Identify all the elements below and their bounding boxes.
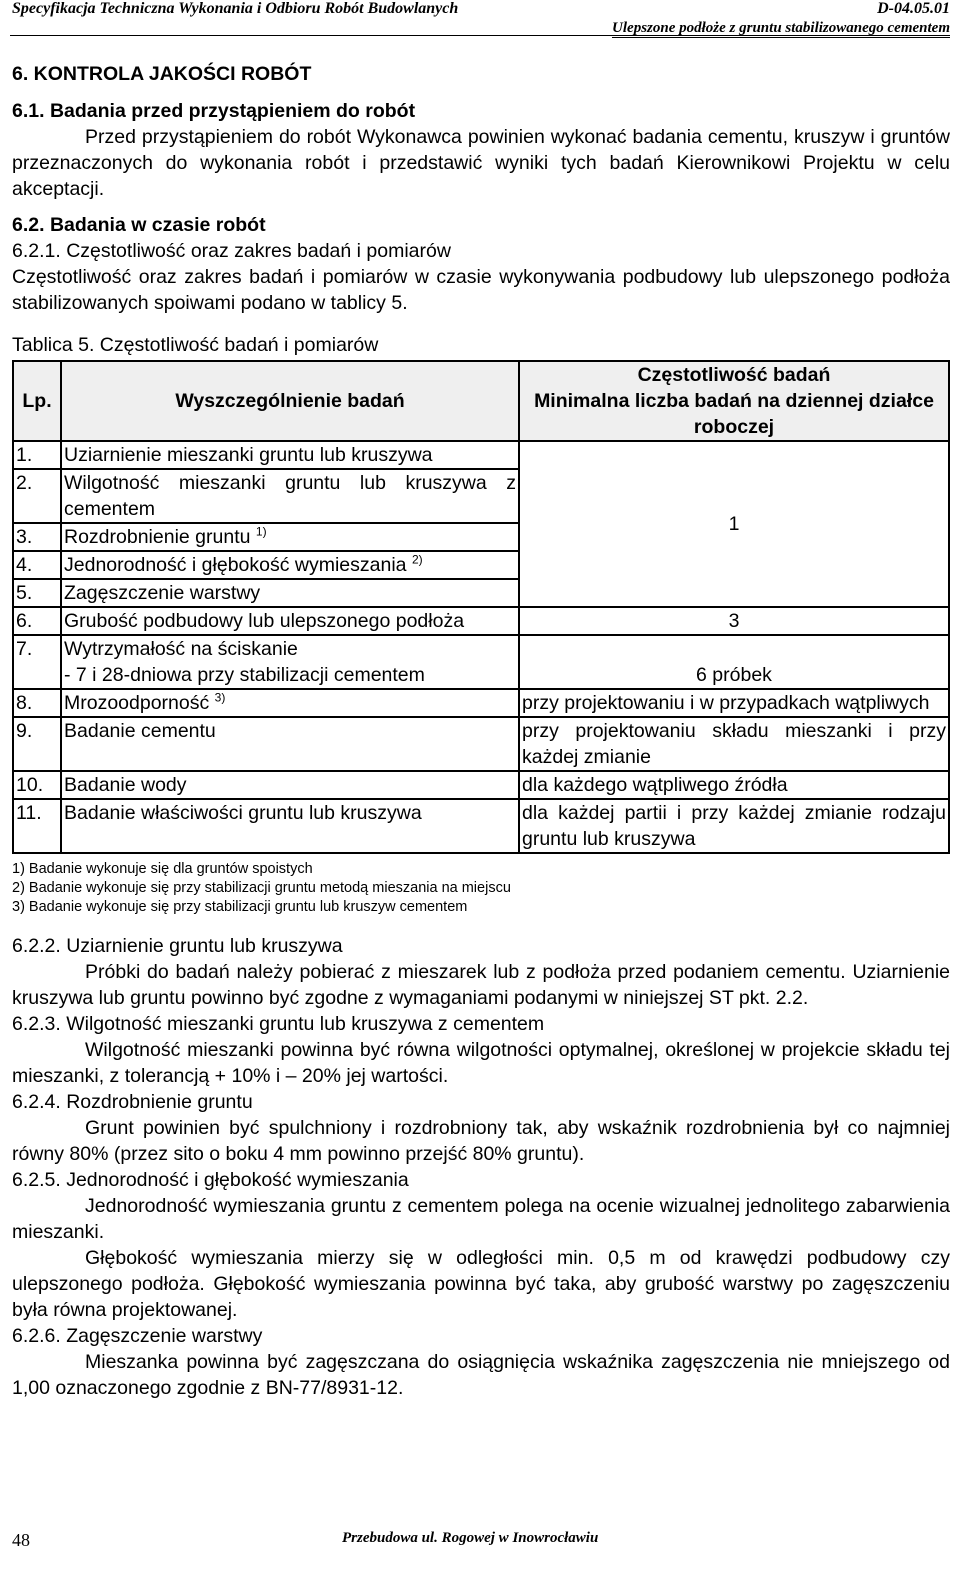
header-frequency-subtitle: Minimalna liczba badań na dziennej działce roboczej	[534, 390, 934, 438]
table-row	[13, 799, 949, 853]
row-frequency: przy projektowaniu składu mieszanki i przy każdej zmianie	[519, 717, 949, 771]
subsection-6-2-3-title: 6.2.3. Wilgotność mieszanki gruntu lub kruszywa z cementem	[12, 1013, 545, 1035]
footnote-2: 2) Badanie wykonuje się przy stabilizacji gruntu metodą mieszania na miejscu	[12, 880, 511, 896]
table-row	[13, 607, 949, 635]
row-lp: 10.	[13, 771, 61, 799]
page-number: 48	[12, 1530, 30, 1550]
row-description-text: Mrozoodporność	[64, 692, 210, 714]
page-content	[12, 60, 950, 1401]
subsection-6-2-4-text: Grunt powinien być spulchniony i rozdrobniony tak, aby wskaźnik rozdrobnienia był co najmniej równy 80% (przez sito o boku 4 mm powinno przejść 80% gruntu).	[12, 1117, 950, 1165]
header-subtitle: Ulepszone podłoże z gruntu stabilizowanego cementem	[612, 20, 950, 36]
frequency-table	[12, 360, 950, 854]
footnote-ref: 3)	[214, 690, 226, 705]
row-description-line-2: - 7 i 28-dniowa przy stabilizacji cementem	[64, 664, 425, 686]
section-title: 6. KONTROLA JAKOŚCI ROBÓT	[12, 63, 312, 85]
subsection-6-1-title: 6.1. Badania przed przystąpieniem do robót	[12, 100, 416, 122]
row-lp: 11.	[13, 799, 61, 853]
row-lp: 7.	[13, 635, 61, 689]
subsection-6-2-1-text: Częstotliwość oraz zakres badań i pomiarów w czasie wykonywania podbudowy lub ulepszonego podłoża stabilizowanych spoiwami podano w tablicy 5.	[12, 266, 950, 314]
table-caption: Tablica 5. Częstotliwość badań i pomiarów	[12, 334, 379, 356]
table-header-row	[13, 361, 949, 441]
row-frequency: 6 próbek	[519, 635, 949, 689]
row-lp: 9.	[13, 717, 61, 771]
footer-project-name: Przebudowa ul. Rogowej w Inowrocławiu	[342, 1530, 599, 1546]
header-divider	[10, 35, 950, 36]
header-frequency-title: Częstotliwość badań	[637, 364, 831, 386]
header-lp: Lp.	[13, 361, 61, 441]
row-description: Badanie właściwości gruntu lub kruszywa	[61, 799, 519, 853]
row-description	[61, 689, 519, 717]
footnote-ref: 1)	[255, 524, 267, 539]
subsection-6-2-2-title: 6.2.2. Uziarnienie gruntu lub kruszywa	[12, 935, 343, 957]
subsection-6-2-1-title: 6.2.1. Częstotliwość oraz zakres badań i pomiarów	[12, 240, 451, 262]
table-row	[13, 771, 949, 799]
row-description: Grubość podbudowy lub ulepszonego podłoża	[61, 607, 519, 635]
header-document-title: Specyfikacja Techniczna Wykonania i Odbioru Robót Budowlanych	[12, 0, 459, 17]
footnote-1: 1) Badanie wykonuje się dla gruntów spoistych	[12, 861, 313, 877]
footnote-ref: 2)	[411, 552, 423, 567]
row-description-line-1: Wytrzymałość na ściskanie	[64, 638, 298, 660]
row-frequency-group-1: 1	[519, 441, 949, 607]
table-row	[13, 717, 949, 771]
header-description: Wyszczególnienie badań	[61, 361, 519, 441]
row-description: Badanie wody	[61, 771, 519, 799]
row-lp: 3.	[13, 523, 61, 551]
subsection-6-2-5-title: 6.2.5. Jednorodność i głębokość wymieszania	[12, 1169, 409, 1191]
row-description-text: Rozdrobnienie gruntu	[64, 526, 251, 548]
row-description	[61, 635, 519, 689]
row-lp: 4.	[13, 551, 61, 579]
table-row	[13, 441, 949, 469]
row-frequency: dla każdej partii i przy każdej zmianie rodzaju gruntu lub kruszywa	[519, 799, 949, 853]
subsection-6-2-6-title: 6.2.6. Zagęszczenie warstwy	[12, 1325, 263, 1347]
header-frequency	[519, 361, 949, 441]
footnote-3: 3) Badanie wykonuje się przy stabilizacji gruntu lub kruszyw cementem	[12, 899, 468, 915]
subsection-6-1-text: Przed przystąpieniem do robót Wykonawca powinien wykonać badania cementu, kruszyw i gruntów przeznaczonych do wykonania robót i przedstawić wyniki tych badań Kierownikowi Projektu w celu akceptacji.	[12, 126, 950, 200]
subsection-6-2-6-text: Mieszanka powinna być zagęszczana do osiągnięcia wskaźnika zagęszczenia nie mniejszego od 1,00 oznaczonego zgodnie z BN-77/8931-12.	[12, 1351, 950, 1399]
subsection-6-2-3-text: Wilgotność mieszanki powinna być równa wilgotności optymalnej, określonej w projekcie składu tej mieszanki, z tolerancją + 10% i – 20% jej wartości.	[12, 1039, 950, 1087]
row-frequency: przy projektowaniu i w przypadkach wątpliwych	[519, 689, 949, 717]
row-description: Wilgotność mieszanki gruntu lub kruszywa z cementem	[61, 469, 519, 523]
table-footnotes	[12, 860, 950, 917]
row-lp: 8.	[13, 689, 61, 717]
row-description	[61, 523, 519, 551]
row-lp: 1.	[13, 441, 61, 469]
subsection-6-2-4-title: 6.2.4. Rozdrobnienie gruntu	[12, 1091, 253, 1113]
row-frequency: dla każdego wątpliwego źródła	[519, 771, 949, 799]
row-lp: 5.	[13, 579, 61, 607]
subsection-6-2-title: 6.2. Badania w czasie robót	[12, 214, 266, 236]
row-lp: 6.	[13, 607, 61, 635]
row-lp: 2.	[13, 469, 61, 523]
subsection-6-2-5-text-1: Jednorodność wymieszania gruntu z cementem polega na ocenie wizualnej jednolitego zabarwienia mieszanki.	[12, 1195, 950, 1243]
row-frequency-group-2: 3	[519, 607, 949, 635]
row-description-text: Jednorodność i głębokość wymieszania	[64, 554, 407, 576]
subsection-6-2-5-text-2: Głębokość wymieszania mierzy się w odległości min. 0,5 m od krawędzi podbudowy czy ulepszonego podłoża. Głębokość wymieszania powinna być taka, aby grubość warstwy po zagęszczeniu była równa projektowanej.	[12, 1247, 950, 1321]
row-description	[61, 551, 519, 579]
row-description: Badanie cementu	[61, 717, 519, 771]
table-row	[13, 635, 949, 689]
row-description: Uziarnienie mieszanki gruntu lub kruszywa	[61, 441, 519, 469]
row-description: Zagęszczenie warstwy	[61, 579, 519, 607]
header-document-code: D-04.05.01	[877, 0, 950, 17]
table-row	[13, 689, 949, 717]
subsection-6-2-2-text: Próbki do badań należy pobierać z mieszarek lub z podłoża przed podaniem cementu. Uziarnienie kruszywa lub gruntu powinno być zgodne z wymaganiami podanymi w niniejszej ST pkt. 2.2.	[12, 961, 950, 1009]
